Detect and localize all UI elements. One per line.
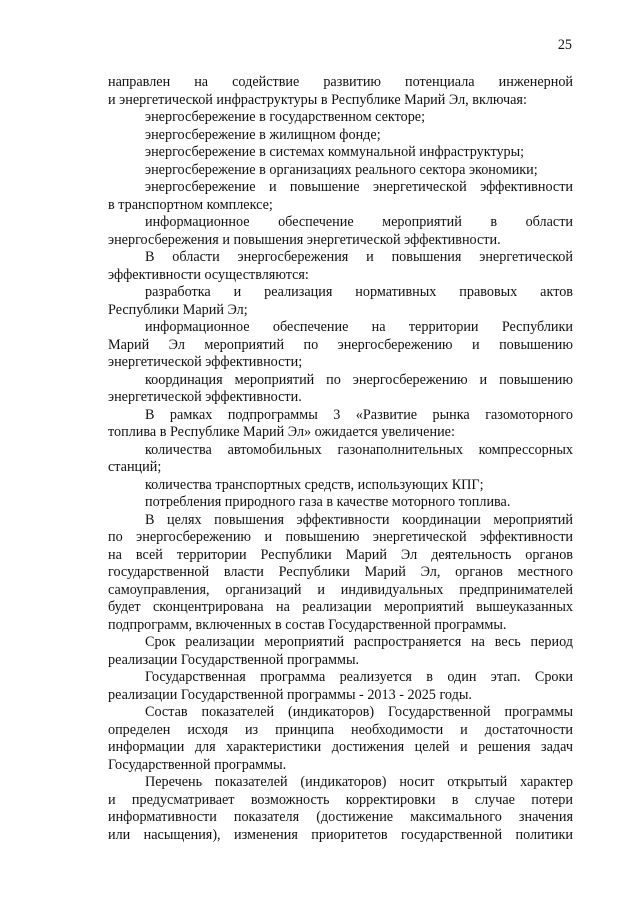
text-line: информационное обеспечение на территории Республики [145, 319, 573, 335]
text-line: будет сконцентрирована на реализации мероприятий вышеуказанных [108, 599, 573, 615]
text-line: Перечень показателей (индикаторов) носит открытый характер [145, 774, 573, 790]
text-line: В целях повышения эффективности координации мероприятий [145, 511, 573, 528]
text-line: потребления природного газа в качестве моторного топлива. [145, 494, 511, 510]
paragraph [108, 477, 573, 495]
text-line: направлен на содействие развитию потенциала инженерной [108, 74, 573, 90]
text-line: или насыщения), изменения приоритетов государственной политики [108, 826, 573, 843]
document-body [108, 74, 573, 844]
text-line: В рамках подпрограммы 3 «Развитие рынка газомоторного [145, 406, 573, 423]
paragraph [108, 774, 573, 844]
text-line: энергосбережение в жилищном фонде; [145, 126, 381, 143]
text-line: Марий Эл мероприятий по энергосбережению и повышению [108, 336, 573, 353]
text-line: Состав показателей (индикаторов) Государственной программы [145, 704, 573, 720]
paragraph [108, 109, 573, 127]
paragraph [108, 214, 573, 249]
paragraph [108, 704, 573, 774]
text-line: координация мероприятий по энергосбережению и повышению [145, 371, 573, 388]
text-line: разработка и реализация нормативных правовых актов [145, 284, 573, 300]
text-line: количества автомобильных газонаполнительных компрессорных [145, 441, 573, 458]
paragraph [108, 127, 573, 145]
paragraph [108, 74, 573, 109]
text-line: государственной власти Республики Марий Эл, органов местного [108, 564, 573, 580]
text-line: количества транспортных средств, использующих КПГ; [145, 476, 484, 493]
text-line: реализации Государственной программы. [108, 651, 360, 668]
text-line: на всей территории Республики Марий Эл деятельность органов [108, 546, 573, 563]
paragraph [108, 319, 573, 372]
text-line: и энергетической инфраструктуры в Республике Марий Эл, включая: [108, 91, 527, 108]
paragraph [108, 669, 573, 704]
text-line: станций; [108, 459, 162, 475]
paragraph [108, 144, 573, 162]
text-line: Государственной программы. [108, 756, 287, 773]
text-line: информационное обеспечение мероприятий в области [145, 214, 573, 230]
text-line: энергосбережение и повышение энергетической эффективности [145, 179, 573, 195]
text-line: Республики Марий Эл; [108, 301, 248, 318]
text-line: информативности показателя (достижение максимального значения [108, 809, 573, 825]
paragraph [108, 249, 573, 284]
text-line: и предусматривает возможность корректировки в случае потери [108, 791, 573, 808]
text-line: Срок реализации мероприятий распространяется на весь период [145, 634, 573, 650]
paragraph [108, 179, 573, 214]
text-line: В области энергосбережения и повышения энергетической [145, 249, 573, 265]
paragraph [108, 372, 573, 407]
paragraph [108, 442, 573, 477]
text-line: энергосбережение в организациях реального сектора экономики; [145, 161, 538, 178]
paragraph [108, 407, 573, 442]
paragraph [108, 494, 573, 512]
text-line: по энергосбережению и повышению энергетической эффективности [108, 529, 573, 545]
text-line: в транспортном комплексе; [108, 196, 273, 213]
text-line: реализации Государственной программы - 2013 - 2025 годы. [108, 686, 472, 703]
text-line: энергосбережение в системах коммунальной инфраструктуры; [145, 144, 525, 160]
text-line: топлива в Республике Марий Эл» ожидается увеличение: [108, 424, 455, 440]
text-line: энергосбережения и повышения энергетической эффективности. [108, 231, 501, 248]
paragraph [108, 162, 573, 180]
text-line: эффективности осуществляются: [108, 266, 309, 283]
paragraph [108, 512, 573, 635]
paragraph [108, 634, 573, 669]
text-line: самоуправления, организаций и индивидуальных предпринимателей [108, 581, 573, 598]
page-number: 25 [557, 37, 572, 53]
text-line: энергетической эффективности. [108, 389, 302, 405]
text-line: энергосбережение в государственном секторе; [145, 109, 426, 125]
text-line: Государственная программа реализуется в один этап. Сроки [145, 669, 573, 685]
text-line: информации для характеристики достижения целей и решения задач [108, 739, 573, 755]
text-line: определен исходя из принципа необходимости и достаточности [108, 721, 573, 738]
text-line: подпрограмм, включенных в состав Государственной программы. [108, 616, 507, 633]
text-line: энергетической эффективности; [108, 354, 303, 370]
paragraph [108, 284, 573, 319]
